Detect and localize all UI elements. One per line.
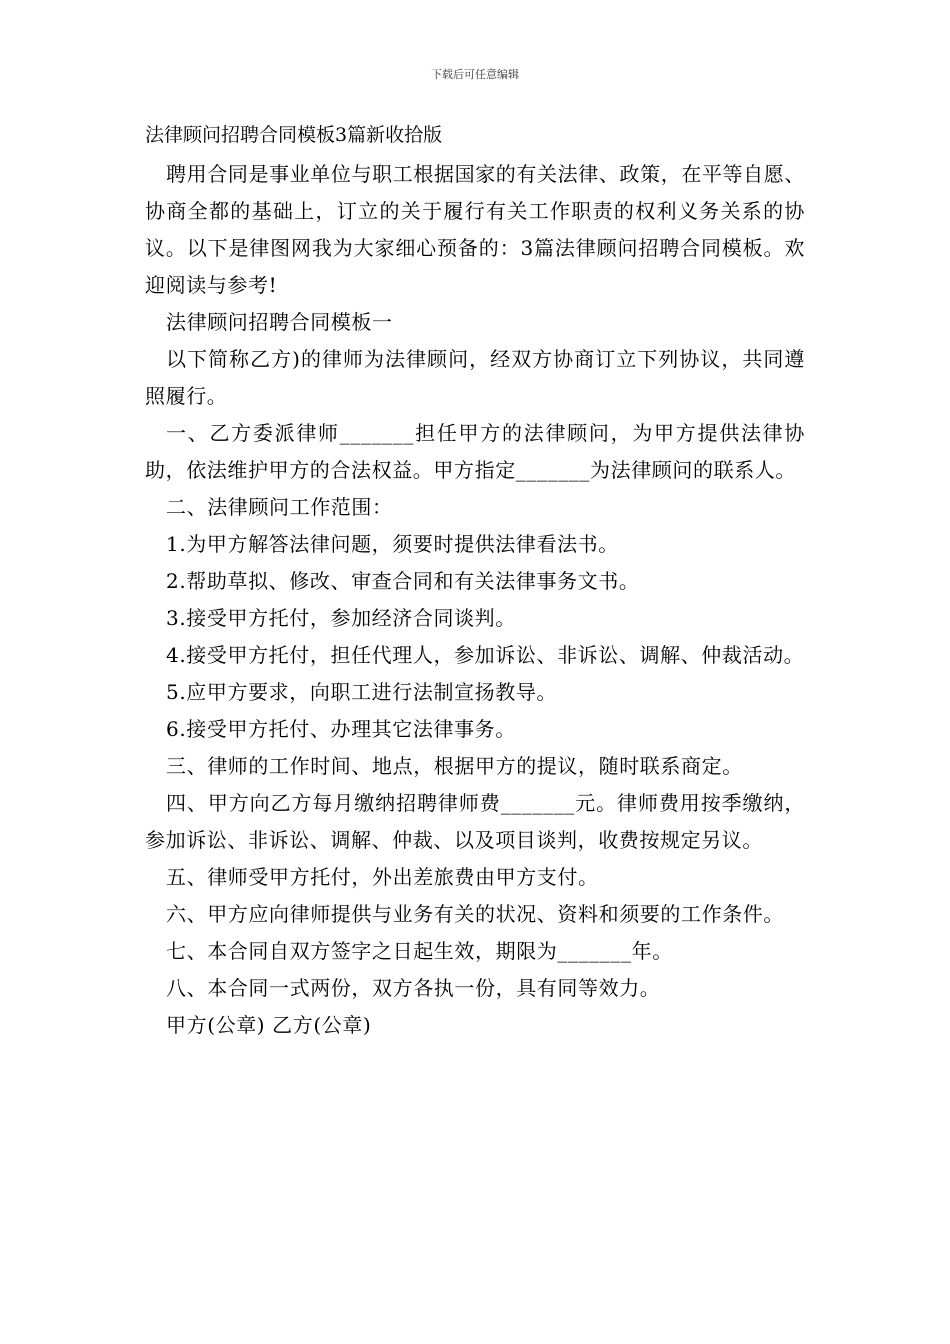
scope-item-1: 1.为甲方解答法律问题，须要时提供法律看法书。	[166, 532, 619, 556]
scope-item-6: 6.接受甲方托付、办理其它法律事务。	[166, 717, 516, 741]
header-note: 下载后可任意编辑	[431, 68, 519, 81]
clause-5: 五、律师受甲方托付，外出差旅费由甲方支付。	[166, 865, 599, 889]
scope-item-2: 2.帮助草拟、修改、审查合同和有关法律事务文书。	[166, 569, 640, 593]
document-body	[145, 120, 805, 1044]
scope-item-5: 5.应甲方要求，向职工进行法制宣扬教导。	[166, 680, 558, 704]
clause-4: 四、甲方向乙方每月缴纳招聘律师费_______元。律师费用按季缴纳，参加诉讼、非诉讼、调解、仲裁、以及项目谈判，收费按规定另议。	[145, 791, 805, 852]
clause-7: 七、本合同自双方签字之日起生效，期限为_______年。	[166, 939, 673, 963]
document-title: 法律顾问招聘合同模板3篇新收拾版	[145, 124, 443, 146]
scope-item-4: 4.接受甲方托付，担任代理人，参加诉讼、非诉讼、调解、仲裁活动。	[166, 643, 805, 667]
clause-2-heading: 二、法律顾问工作范围：	[166, 495, 393, 519]
clause-1: 一、乙方委派律师_______担任甲方的法律顾问，为甲方提供法律协助，依法维护甲方的合法权益。甲方指定_______为法律顾问的联系人。	[145, 421, 805, 482]
intro-paragraph: 聘用合同是事业单位与职工根据国家的有关法律、政策，在平等自愿、协商全都的基础上，订立的关于履行有关工作职责的权利义务关系的协议。以下是律图网我为大家细心预备的：3篇法律顾问招聘合同模板。欢迎阅读与参考!	[145, 162, 805, 297]
preamble-paragraph: 以下简称乙方)的律师为法律顾问，经双方协商订立下列协议，共同遵照履行。	[145, 347, 805, 408]
clause-3: 三、律师的工作时间、地点，根据甲方的提议，随时联系商定。	[166, 754, 743, 778]
section-heading: 法律顾问招聘合同模板一	[166, 310, 393, 334]
scope-item-3: 3.接受甲方托付，参加经济合同谈判。	[166, 606, 516, 630]
clause-6: 六、甲方应向律师提供与业务有关的状况、资料和须要的工作条件。	[166, 902, 784, 926]
signature-line: 甲方(公章) 乙方(公章)	[166, 1013, 372, 1037]
clause-8: 八、本合同一式两份，双方各执一份，具有同等效力。	[166, 976, 661, 1000]
